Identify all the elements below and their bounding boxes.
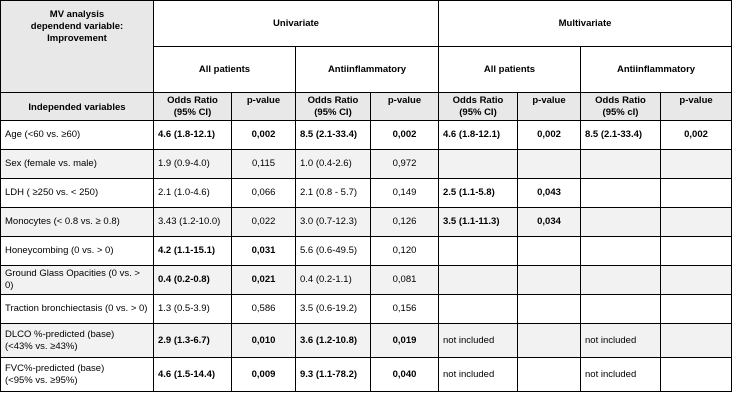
p-value-header: p-value — [661, 93, 732, 121]
univariate-header: Univariate — [154, 1, 439, 47]
multivariate-all-odds-ratio-cell: not included — [439, 358, 518, 392]
ci-label: (95% cI) — [602, 107, 639, 118]
multivariate-antiinflammatory-header: Antiinflammatory — [581, 47, 732, 93]
univariate-all-p-value-cell: 0,009 — [232, 358, 296, 392]
multivariate-all-p-value-cell — [518, 266, 581, 295]
odds-ratio-label: Odds Ratio — [307, 95, 359, 106]
multivariate-all-p-value-cell — [518, 150, 581, 179]
table-row — [1, 237, 732, 266]
multivariate-anti-odds-ratio-cell: not included — [581, 358, 661, 392]
univariate-anti-odds-ratio-cell: 3.5 (0.6-19.2) — [296, 295, 371, 324]
multivariate-all-odds-ratio-cell — [439, 266, 518, 295]
multivariate-anti-p-value-cell — [661, 179, 732, 208]
multivariate-all-p-value-cell — [518, 358, 581, 392]
variable-label: Traction bronchiectasis (0 vs. > 0) — [5, 303, 148, 314]
p-value-header: p-value — [232, 93, 296, 121]
univariate-anti-odds-ratio-cell: 3.0 (0.7-12.3) — [296, 208, 371, 237]
multivariate-anti-odds-ratio-cell — [581, 295, 661, 324]
multivariate-anti-p-value-cell — [661, 208, 732, 237]
univariate-all-odds-ratio-cell: 2.9 (1.3-6.7) — [154, 324, 232, 358]
univariate-anti-p-value-cell: 0,120 — [371, 237, 439, 266]
univariate-all-odds-ratio-cell: 3.43 (1.2-10.0) — [154, 208, 232, 237]
multivariate-anti-p-value-cell — [661, 295, 732, 324]
univariate-all-p-value-cell: 0,115 — [232, 150, 296, 179]
multivariate-anti-p-value-cell — [661, 358, 732, 392]
univariate-anti-odds-ratio-cell: 9.3 (1.1-78.2) — [296, 358, 371, 392]
multivariate-all-p-value-cell: 0,043 — [518, 179, 581, 208]
univariate-anti-odds-ratio-cell: 3.6 (1.2-10.8) — [296, 324, 371, 358]
multivariate-all-patients-header: All patients — [439, 47, 581, 93]
table-row — [1, 150, 732, 179]
univariate-anti-p-value-cell: 0,149 — [371, 179, 439, 208]
multivariate-anti-odds-ratio-cell — [581, 266, 661, 295]
odds-ratio-header — [439, 93, 518, 121]
multivariate-all-p-value-cell: 0,002 — [518, 121, 581, 150]
variable-label: (<95% vs. ≥95%) — [5, 374, 78, 386]
multivariate-all-p-value-cell: 0,034 — [518, 208, 581, 237]
univariate-anti-p-value-cell: 0,156 — [371, 295, 439, 324]
table-title-line: dependend variable: — [30, 21, 124, 32]
p-value-header: p-value — [371, 93, 439, 121]
variable-cell — [1, 266, 154, 295]
multivariate-anti-p-value-cell: 0,002 — [661, 121, 732, 150]
variable-label: Sex (female vs. male) — [5, 158, 97, 169]
table-row — [1, 121, 732, 150]
multivariate-all-odds-ratio-cell — [439, 237, 518, 266]
multivariate-anti-p-value-cell — [661, 150, 732, 179]
univariate-all-odds-ratio-cell: 4.2 (1.1-15.1) — [154, 237, 232, 266]
univariate-anti-odds-ratio-cell: 5.6 (0.6-49.5) — [296, 237, 371, 266]
table-row — [1, 179, 732, 208]
univariate-all-odds-ratio-cell: 1.3 (0.5-3.9) — [154, 295, 232, 324]
odds-ratio-label: Odds Ratio — [167, 95, 218, 106]
multivariate-all-odds-ratio-cell — [439, 150, 518, 179]
multivariate-all-odds-ratio-cell: 3.5 (1.1-11.3) — [439, 208, 518, 237]
univariate-anti-p-value-cell: 0,019 — [371, 324, 439, 358]
multivariate-anti-odds-ratio-cell — [581, 150, 661, 179]
univariate-all-odds-ratio-cell: 4.6 (1.8-12.1) — [154, 121, 232, 150]
multivariate-all-p-value-cell — [518, 324, 581, 358]
univariate-all-odds-ratio-cell: 4.6 (1.5-14.4) — [154, 358, 232, 392]
variable-label: (<43% vs. ≥43%) — [5, 340, 78, 352]
odds-ratio-header — [154, 93, 232, 121]
variable-cell — [1, 324, 154, 358]
univariate-all-p-value-cell: 0,066 — [232, 179, 296, 208]
univariate-anti-odds-ratio-cell: 8.5 (2.1-33.4) — [296, 121, 371, 150]
table-row — [1, 266, 732, 295]
multivariate-anti-odds-ratio-cell: not included — [581, 324, 661, 358]
table-title-cell — [1, 1, 154, 93]
variable-label: Ground Glass Opacities (0 vs. > 0) — [5, 268, 140, 291]
table-row — [1, 208, 732, 237]
multivariate-anti-odds-ratio-cell: 8.5 (2.1-33.4) — [581, 121, 661, 150]
variable-cell — [1, 295, 154, 324]
univariate-all-p-value-cell: 0,021 — [232, 266, 296, 295]
variable-cell — [1, 208, 154, 237]
odds-ratio-header — [296, 93, 371, 121]
univariate-all-odds-ratio-cell: 0.4 (0.2-0.8) — [154, 266, 232, 295]
univariate-all-p-value-cell: 0,002 — [232, 121, 296, 150]
univariate-all-p-value-cell: 0,586 — [232, 295, 296, 324]
odds-ratio-header — [581, 93, 661, 121]
variable-cell — [1, 121, 154, 150]
univariate-anti-p-value-cell: 0,040 — [371, 358, 439, 392]
univariate-antiinflammatory-header: Antiinflammatory — [296, 47, 439, 93]
p-value-header: p-value — [518, 93, 581, 121]
table-title-line: Improvement — [47, 33, 107, 44]
univariate-all-p-value-cell: 0,031 — [232, 237, 296, 266]
multivariate-anti-odds-ratio-cell — [581, 237, 661, 266]
univariate-anti-odds-ratio-cell: 2.1 (0.8 - 5.7) — [296, 179, 371, 208]
table-row — [1, 358, 732, 392]
variable-label: FVC%-predicted (base) — [5, 362, 105, 374]
variable-cell — [1, 179, 154, 208]
univariate-all-p-value-cell: 0,022 — [232, 208, 296, 237]
multivariate-anti-p-value-cell — [661, 237, 732, 266]
variable-label: DLCO %-predicted (base) — [5, 328, 115, 340]
ci-label: (95% CI) — [459, 107, 497, 118]
table-title-line: MV analysis — [49, 9, 105, 20]
odds-ratio-label: Odds Ratio — [452, 95, 504, 106]
variable-label: Monocytes (< 0.8 vs. ≥ 0.8) — [5, 216, 120, 227]
multivariate-all-odds-ratio-cell: not included — [439, 324, 518, 358]
univariate-all-patients-header: All patients — [154, 47, 296, 93]
multivariate-anti-odds-ratio-cell — [581, 179, 661, 208]
independed-variables-header: Independed variables — [1, 93, 154, 121]
table-row — [1, 295, 732, 324]
table-row — [1, 324, 732, 358]
odds-ratio-label: Odds Ratio — [595, 95, 646, 106]
ci-label: (95% CI) — [314, 107, 352, 118]
multivariate-all-odds-ratio-cell: 2.5 (1.1-5.8) — [439, 179, 518, 208]
ci-label: (95% CI) — [173, 107, 212, 118]
variable-label: LDH ( ≥250 vs. < 250) — [5, 187, 99, 198]
multivariate-anti-odds-ratio-cell — [581, 208, 661, 237]
univariate-anti-p-value-cell: 0,081 — [371, 266, 439, 295]
variable-cell — [1, 358, 154, 392]
univariate-anti-p-value-cell: 0,126 — [371, 208, 439, 237]
table-body — [1, 121, 732, 392]
univariate-anti-odds-ratio-cell: 0.4 (0.2-1.1) — [296, 266, 371, 295]
variable-cell — [1, 237, 154, 266]
multivariate-all-odds-ratio-cell — [439, 295, 518, 324]
multivariate-all-p-value-cell — [518, 295, 581, 324]
variable-label: Honeycombing (0 vs. > 0) — [5, 245, 114, 256]
univariate-anti-odds-ratio-cell: 1.0 (0.4-2.6) — [296, 150, 371, 179]
variable-label: Age (<60 vs. ≥60) — [5, 129, 81, 140]
multivariate-all-odds-ratio-cell: 4.6 (1.8-12.1) — [439, 121, 518, 150]
multivariate-anti-p-value-cell — [661, 266, 732, 295]
multivariate-all-p-value-cell — [518, 237, 581, 266]
univariate-all-p-value-cell: 0,010 — [232, 324, 296, 358]
univariate-anti-p-value-cell: 0,002 — [371, 121, 439, 150]
multivariate-header: Multivariate — [439, 1, 732, 47]
multivariate-anti-p-value-cell — [661, 324, 732, 358]
univariate-anti-p-value-cell: 0,972 — [371, 150, 439, 179]
variable-cell — [1, 150, 154, 179]
univariate-all-odds-ratio-cell: 1.9 (0.9-4.0) — [154, 150, 232, 179]
univariate-all-odds-ratio-cell: 2.1 (1.0-4.6) — [154, 179, 232, 208]
